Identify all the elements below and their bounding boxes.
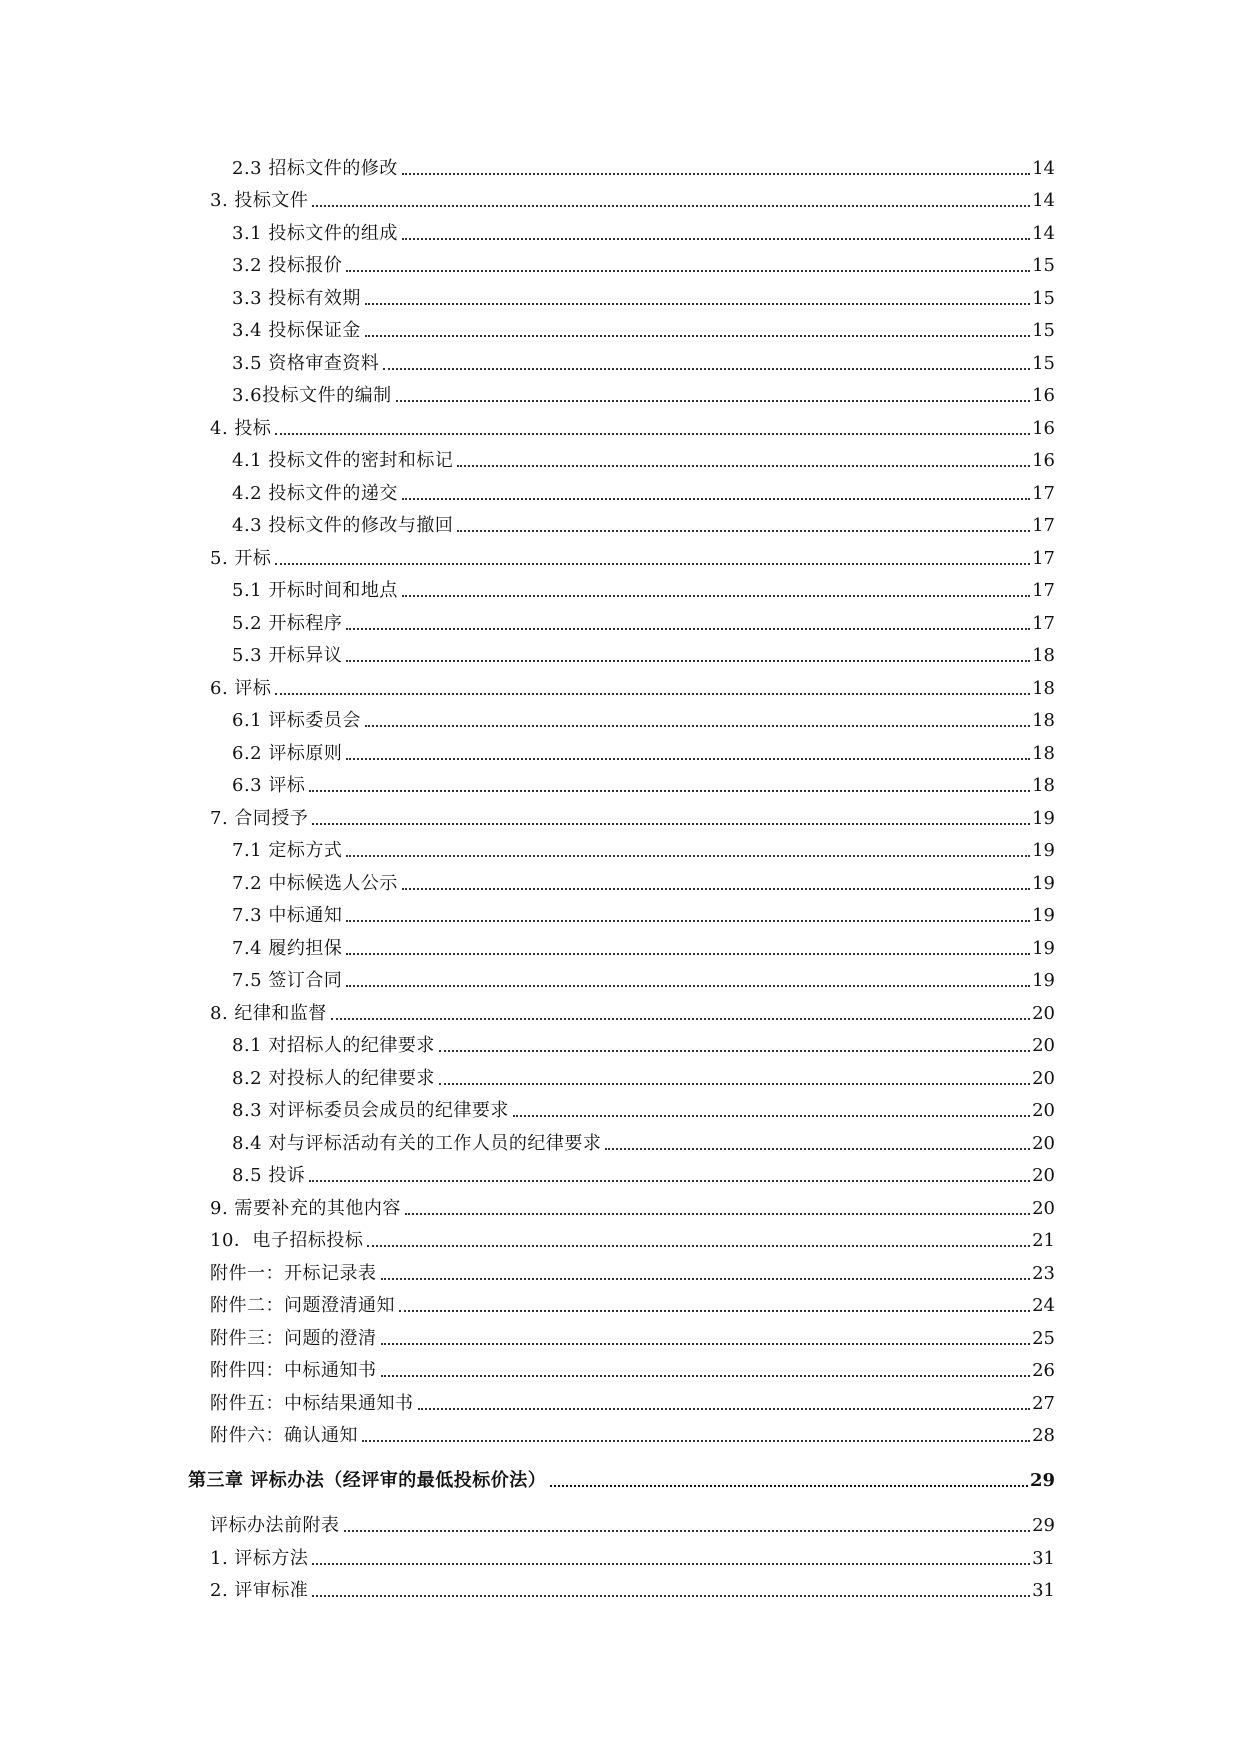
toc-entry-page: 18: [1032, 645, 1055, 666]
toc-entry-label: 3.4 投标保证金: [232, 320, 361, 341]
toc-entry-page: 20: [1032, 1165, 1055, 1186]
toc-entry-7-5[interactable]: [232, 964, 1055, 992]
dot-leader: [365, 334, 1030, 337]
toc-entry-label: 1. 评标方法: [210, 1548, 309, 1569]
toc-chapter-3[interactable]: [188, 1464, 1055, 1492]
dot-leader: [399, 1309, 1030, 1312]
toc-entry-8-2[interactable]: [232, 1062, 1055, 1090]
dot-leader: [275, 432, 1030, 435]
toc-entry-3-6[interactable]: [232, 379, 1055, 407]
toc-entry-page: 17: [1032, 548, 1055, 569]
toc-entry-label: 4.3 投标文件的修改与撤回: [232, 515, 454, 536]
toc-entry-7-1[interactable]: [232, 834, 1055, 862]
toc-entry-page: 29: [1032, 1515, 1055, 1536]
dot-leader: [457, 529, 1030, 532]
toc-entry-page: 17: [1032, 483, 1055, 504]
toc-entry-eval-1[interactable]: [210, 1542, 1055, 1570]
dot-leader: [312, 822, 1030, 825]
toc-entry-page: 31: [1032, 1548, 1055, 1569]
dot-leader: [365, 724, 1030, 727]
toc-entry-label: 附件三：问题的澄清: [210, 1328, 377, 1349]
dot-leader: [550, 1484, 1028, 1487]
toc-entry-label: 附件二：问题澄清通知: [210, 1295, 395, 1316]
toc-entry-label: 评标办法前附表: [210, 1515, 340, 1536]
toc-entry-label: 4.2 投标文件的递交: [232, 483, 398, 504]
toc-entry-5[interactable]: [210, 542, 1055, 570]
toc-entry-page: 20: [1032, 1100, 1055, 1121]
dot-leader: [346, 984, 1030, 987]
toc-entry-page: 18: [1032, 743, 1055, 764]
toc-entry-label: 10．电子招标投标: [210, 1230, 364, 1251]
toc-entry-label: 8.2 对投标人的纪律要求: [232, 1068, 435, 1089]
toc-entry-page: 19: [1032, 938, 1055, 959]
toc-entry-label: 8.5 投诉: [232, 1165, 306, 1186]
toc-entry-page: 19: [1032, 840, 1055, 861]
dot-leader: [418, 1407, 1031, 1410]
toc-entry-label: 6.2 评标原则: [232, 743, 343, 764]
toc-entry-annex-5[interactable]: [210, 1387, 1055, 1415]
toc-entry-label: 8.1 对招标人的纪律要求: [232, 1035, 435, 1056]
dot-leader: [346, 854, 1030, 857]
toc-entry-7[interactable]: [210, 802, 1055, 830]
toc-entry-page: 19: [1032, 905, 1055, 926]
toc-entry-annex-6[interactable]: [210, 1419, 1055, 1447]
toc-entry-page: 19: [1032, 873, 1055, 894]
toc-entry-label: 2.3 招标文件的修改: [232, 158, 398, 179]
toc-entry-label: 7.4 履约担保: [232, 938, 343, 959]
toc-entry-page: 17: [1032, 613, 1055, 634]
toc-entry-9[interactable]: [210, 1192, 1055, 1220]
toc-entry-label: 5.2 开标程序: [232, 613, 343, 634]
toc-entry-page: 15: [1032, 255, 1055, 276]
toc-entry-label: 3.1 投标文件的组成: [232, 223, 398, 244]
toc-entry-page: 20: [1032, 1068, 1055, 1089]
dot-leader: [381, 1374, 1031, 1377]
toc-entry-page: 14: [1032, 190, 1055, 211]
dot-leader: [439, 1082, 1030, 1085]
dot-leader: [381, 1277, 1031, 1280]
toc-entry-6-2[interactable]: [232, 737, 1055, 765]
toc-entry-3-4[interactable]: [232, 314, 1055, 342]
toc-entry-page: 18: [1032, 775, 1055, 796]
dot-leader: [457, 464, 1030, 467]
toc-entry-label: 3.6投标文件的编制: [232, 385, 392, 406]
toc-entry-label: 附件四：中标通知书: [210, 1360, 377, 1381]
toc-entry-3-5[interactable]: [232, 347, 1055, 375]
toc-entry-label: 3. 投标文件: [210, 190, 309, 211]
toc-entry-label: 7.5 签订合同: [232, 970, 343, 991]
toc-entry-8-4[interactable]: [232, 1127, 1055, 1155]
toc-entry-page: 29: [1029, 1470, 1055, 1491]
dot-leader: [312, 1594, 1030, 1597]
toc-entry-page: 20: [1032, 1035, 1055, 1056]
toc-entry-3-2[interactable]: [232, 249, 1055, 277]
toc-entry-page: 18: [1032, 710, 1055, 731]
toc-entry-label: 7.2 中标候选人公示: [232, 873, 398, 894]
toc-entry-10[interactable]: [210, 1224, 1055, 1252]
toc-entry-3-1[interactable]: [232, 217, 1055, 245]
toc-entry-page: 28: [1032, 1425, 1055, 1446]
dot-leader: [396, 399, 1030, 402]
toc-entry-6-3[interactable]: [232, 769, 1055, 797]
toc-entry-eval-appendix[interactable]: [210, 1509, 1055, 1537]
dot-leader: [331, 1017, 1030, 1020]
dot-leader: [312, 204, 1030, 207]
dot-leader: [346, 627, 1030, 630]
toc-entry-8-5[interactable]: [232, 1159, 1055, 1187]
toc-entry-7-2[interactable]: [232, 867, 1055, 895]
toc-entry-label: 附件一：开标记录表: [210, 1263, 377, 1284]
toc-entry-page: 15: [1032, 353, 1055, 374]
toc-entry-label: 7.3 中标通知: [232, 905, 343, 926]
toc-entry-page: 21: [1032, 1230, 1055, 1251]
toc-entry-annex-1[interactable]: [210, 1257, 1055, 1285]
dot-leader: [365, 302, 1030, 305]
toc-entry-page: 15: [1032, 288, 1055, 309]
dot-leader: [346, 269, 1030, 272]
toc-entry-label: 8.4 对与评标活动有关的工作人员的纪律要求: [232, 1133, 602, 1154]
dot-leader: [362, 1439, 1030, 1442]
toc-entry-4-2[interactable]: [232, 477, 1055, 505]
toc-entry-5-2[interactable]: [232, 607, 1055, 635]
toc-entry-6[interactable]: [210, 672, 1055, 700]
toc-entry-3-3[interactable]: [232, 282, 1055, 310]
toc-entry-label: 8.3 对评标委员会成员的纪律要求: [232, 1100, 509, 1121]
toc-entry-5-3[interactable]: [232, 639, 1055, 667]
dot-leader: [513, 1114, 1030, 1117]
dot-leader: [405, 1212, 1030, 1215]
dot-leader: [402, 594, 1030, 597]
toc-entry-label: 4.1 投标文件的密封和标记: [232, 450, 454, 471]
toc-entry-annex-4[interactable]: [210, 1354, 1055, 1382]
dot-leader: [275, 562, 1030, 565]
toc-entry-2-3[interactable]: [232, 152, 1055, 180]
dot-leader: [605, 1147, 1030, 1150]
dot-leader: [383, 367, 1030, 370]
dot-leader: [402, 887, 1030, 890]
toc-entry-page: 24: [1032, 1295, 1055, 1316]
toc-entry-page: 17: [1032, 515, 1055, 536]
toc-entry-page: 14: [1032, 223, 1055, 244]
toc-entry-label: 9. 需要补充的其他内容: [210, 1198, 401, 1219]
dot-leader: [344, 1529, 1031, 1532]
toc-entry-page: 27: [1032, 1393, 1055, 1414]
toc-entry-8[interactable]: [210, 997, 1055, 1025]
toc-entry-label: 5.1 开标时间和地点: [232, 580, 398, 601]
toc-entry-label: 2. 评审标准: [210, 1580, 309, 1601]
dot-leader: [346, 757, 1030, 760]
toc-entry-annex-2[interactable]: [210, 1289, 1055, 1317]
dot-leader: [309, 1179, 1030, 1182]
dot-leader: [312, 1562, 1030, 1565]
toc-entry-label: 3.2 投标报价: [232, 255, 343, 276]
toc-entry-label: 7. 合同授予: [210, 808, 309, 829]
toc-entry-page: 25: [1032, 1328, 1055, 1349]
dot-leader: [381, 1342, 1031, 1345]
toc-entry-eval-2[interactable]: [210, 1574, 1055, 1602]
toc-entry-5-1[interactable]: [232, 574, 1055, 602]
toc-entry-4-3[interactable]: [232, 509, 1055, 537]
toc-entry-7-3[interactable]: [232, 899, 1055, 927]
toc-entry-label: 3.3 投标有效期: [232, 288, 361, 309]
toc-entry-page: 19: [1032, 970, 1055, 991]
toc-entry-label: 第三章 评标办法（经评审的最低投标价法）: [188, 1470, 547, 1491]
toc-entry-label: 6.1 评标委员会: [232, 710, 361, 731]
toc-entry-annex-3[interactable]: [210, 1322, 1055, 1350]
toc-entry-label: 4. 投标: [210, 418, 272, 439]
toc-entry-page: 16: [1032, 385, 1055, 406]
toc-entry-label: 3.5 资格审查资料: [232, 353, 380, 374]
dot-leader: [402, 237, 1030, 240]
toc-entry-label: 5.3 开标异议: [232, 645, 343, 666]
toc-entry-page: 20: [1032, 1003, 1055, 1024]
toc-entry-label: 附件五：中标结果通知书: [210, 1393, 414, 1414]
dot-leader: [402, 172, 1030, 175]
toc-entry-page: 16: [1032, 418, 1055, 439]
toc-entry-page: 19: [1032, 808, 1055, 829]
toc-entry-page: 16: [1032, 450, 1055, 471]
toc-entry-7-4[interactable]: [232, 932, 1055, 960]
toc-entry-page: 20: [1032, 1133, 1055, 1154]
toc-entry-label: 6. 评标: [210, 678, 272, 699]
toc-entry-label: 附件六：确认通知: [210, 1425, 358, 1446]
toc-entry-4[interactable]: [210, 412, 1055, 440]
dot-leader: [309, 789, 1030, 792]
toc-entry-page: 18: [1032, 678, 1055, 699]
toc-entry-page: 26: [1032, 1360, 1055, 1381]
toc-entry-3[interactable]: [210, 184, 1055, 212]
dot-leader: [275, 692, 1030, 695]
toc-entry-label: 8. 纪律和监督: [210, 1003, 327, 1024]
toc-entry-label: 5. 开标: [210, 548, 272, 569]
dot-leader: [439, 1049, 1030, 1052]
toc-entry-page: 23: [1032, 1263, 1055, 1284]
toc-entry-page: 31: [1032, 1580, 1055, 1601]
toc-entry-8-1[interactable]: [232, 1029, 1055, 1057]
toc-entry-page: 17: [1032, 580, 1055, 601]
toc-entry-page: 14: [1032, 158, 1055, 179]
dot-leader: [402, 497, 1030, 500]
toc-entry-6-1[interactable]: [232, 704, 1055, 732]
dot-leader: [346, 659, 1030, 662]
toc-entry-4-1[interactable]: [232, 444, 1055, 472]
dot-leader: [346, 919, 1030, 922]
toc-entry-label: 7.1 定标方式: [232, 840, 343, 861]
dot-leader: [367, 1244, 1030, 1247]
toc-entry-page: 20: [1032, 1198, 1055, 1219]
toc-entry-label: 6.3 评标: [232, 775, 306, 796]
toc-entry-8-3[interactable]: [232, 1094, 1055, 1122]
toc-entry-page: 15: [1032, 320, 1055, 341]
dot-leader: [346, 952, 1030, 955]
